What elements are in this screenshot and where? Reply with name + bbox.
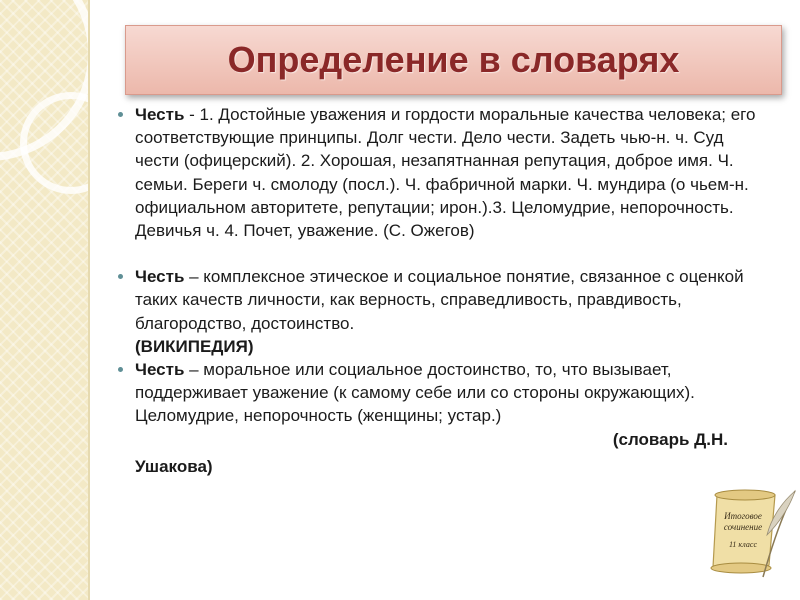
definitions-list [132,103,772,478]
scroll-text-line3: 11 класс [729,540,757,549]
source-label-line2: Ушакова) [135,456,213,476]
decorative-left-strip [0,0,90,600]
definition-wikipedia [132,265,772,358]
definition-ozhegov [132,103,772,242]
bullet-icon [118,367,123,372]
scroll-text-line1: Итоговое [724,511,762,521]
page-title: Определение в словарях [227,39,680,80]
bullet-icon [118,274,123,279]
term-label: Честь [135,105,185,124]
definition-ushakov [132,358,772,478]
definition-text: – моральное или социальное достоинство, то, что вызывает, поддерживает уважение (к самому себе или со стороны окружающих). Целомудрие, непорочность (женщины; устар.) [135,360,695,426]
scroll-text-line2: сочинение [723,522,763,532]
definition-text: - 1. Достойные уважения и гордости моральные качества человека; его соответствующие принципы. Долг чести. Дело чести. Задеть чью-н. ч. Суд чести (офицерский). 2. Хорошая, незапятнанная репутация, доброе имя. Ч. семьи. Береги ч. смолоду (посл.). Ч. фабричной марки. Ч. мундира (о чьем-н. официальном авторитете, репутации; ирон.).3. Целомудрие, непорочность. Девичья ч. 4. Почет, уважение. (С. Ожегов) [135,105,756,241]
term-label: Честь [135,360,185,380]
definition-text: – комплексное этическое и социальное понятие, связанное с оценкой таких качеств личности, как верность, справедливость, правдивость, благородство, достоинство. [135,267,744,333]
strip-divider [88,0,90,600]
source-label: (ВИКИПЕДИЯ) [135,336,254,356]
title-banner [125,25,782,95]
scroll-quill-icon [705,485,800,585]
source-label-line1: (словарь Д.Н. [612,429,728,449]
term-label: Честь [135,267,185,287]
bullet-icon [118,112,123,117]
